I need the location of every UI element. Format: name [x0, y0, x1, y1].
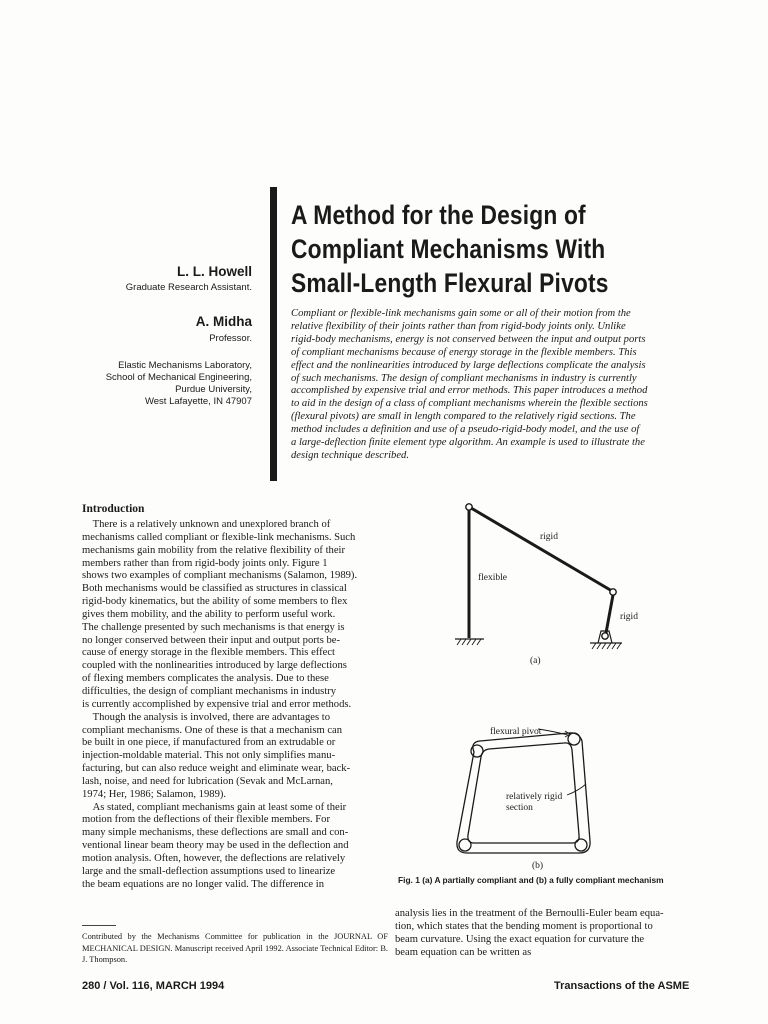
abstract-line: of compliant mechanisms because of energy storage in the flexible members. This: [291, 346, 637, 358]
title-line: Small-Length Flexural Pivots: [291, 268, 609, 298]
flexural-pivot: [575, 839, 587, 851]
text-line: The challenge presented by such mechanisms is that energy is: [82, 621, 345, 633]
text-line: mechanisms called compliant or flexible-link mechanisms. Such: [82, 531, 356, 543]
abstract-line: effect and the nonlinearities introduced by large deflections complicate the analysis: [291, 359, 646, 371]
text-line: motion analysis. Often, however, the deflections are relatively: [82, 852, 346, 864]
text-line: Both mechanisms would be classified as structures in classical: [82, 583, 347, 595]
right-column: [395, 908, 698, 959]
text-line: difficulties, the design of compliant mechanisms in industry: [82, 685, 337, 697]
affiliation-line: West Lafayette, IN 47907: [144, 396, 252, 407]
ground-pin: [602, 633, 608, 639]
text-line: gives them mobility, and the ability to perform useful work.: [82, 608, 336, 620]
text-line: no longer conserved between their input and output ports be-: [82, 634, 341, 646]
text-line: 1974; Her, 1986; Salamon, 1989).: [82, 788, 227, 800]
label-rigid-right: rigid: [620, 612, 638, 622]
author-name: L. L. Howell: [176, 264, 252, 279]
figure-1b: [457, 729, 590, 853]
author-name: A. Midha: [195, 314, 252, 329]
abstract-line: accomplished by expensive trial and error methods. This paper introduces a method: [291, 385, 648, 397]
abstract-line: method includes a definition and use of a pseudo-rigid-body model, and the use of: [291, 424, 640, 436]
pin-joint: [610, 589, 616, 595]
abstract-line: (flexural pivots) are small in length compared to the relatively rigid sections. The: [291, 411, 636, 423]
text-line: cause of energy storage in the flexible members. This effect: [82, 647, 335, 659]
text-line: is currently accomplished by expensive trial and error methods.: [82, 698, 352, 710]
left-column: [82, 519, 388, 891]
abstract: [291, 308, 703, 463]
text-line: injection-moldable material. This not only simplifies manu-: [82, 750, 336, 762]
author-role: Graduate Research Assistant.: [125, 282, 252, 293]
text-line: There is a relatively unknown and unexplored branch of: [82, 519, 331, 530]
rigid-rocker: [606, 595, 613, 633]
flexural-pivot: [568, 733, 580, 745]
figure-caption: Fig. 1 (a) A partially compliant and (b) a fully compliant mechanism: [398, 875, 664, 885]
label-a: (a): [530, 656, 541, 666]
abstract-line: of such mechanisms. The design of compliant mechanisms in industry is currently: [291, 372, 637, 384]
abstract-line: a large-deflection finite element type algorithm. An example is used to illustrate the: [291, 437, 645, 449]
text-line: compliant mechanisms. One of these is that a mechanism can: [82, 724, 343, 736]
text-line: of flexing members complicates the analysis. Due to these: [82, 673, 329, 685]
author-role: Professor.: [209, 333, 252, 344]
abstract-line: relative flexibility of their joints rather than from rigid-body joints only. Unlike: [291, 320, 626, 332]
label-flexible: flexible: [478, 573, 508, 583]
text-line: beam equation can be written as: [395, 946, 532, 958]
page-footer-right: Transactions of the ASME: [554, 980, 690, 992]
text-line: motion from the deflections of their flexible members. For: [82, 814, 331, 826]
footnote: Contributed by the Mechanisms Committee for publication in the JOURNAL OF MECHANICAL DESIGN. Manuscript received April 1992. Associate Technical Editor: B. J. Thompson.: [82, 932, 388, 964]
text-line: beam curvature. Using the exact equation for curvature the: [395, 933, 645, 945]
text-line: facturing, but can also reduce weight and eliminate wear, back-: [82, 763, 351, 775]
label-b: (b): [532, 861, 544, 871]
label-rigid-top: rigid: [540, 532, 558, 542]
text-line: analysis lies in the treatment of the Bernoulli-Euler beam equa-: [395, 908, 664, 919]
text-line: ventional linear beam theory may be used in the deflection and: [82, 840, 349, 852]
text-line: Though the analysis is involved, there are advantages to: [82, 711, 331, 723]
text-line: As stated, compliant mechanisms gain at least some of their: [82, 801, 347, 813]
abstract-line: rigid-body mechanisms, energy is not conserved between the input and output ports: [291, 333, 646, 345]
flexural-pivot: [471, 745, 483, 757]
title-line: A Method for the Design of: [291, 200, 586, 230]
ground-hatch: [457, 639, 481, 645]
text-line: shows two examples of compliant mechanisms (Salamon, 1989).: [82, 570, 358, 582]
text-line: be built in one piece, if manufactured from an extrudable or: [82, 737, 336, 749]
ground-hatch: [592, 643, 621, 649]
abstract-line: design technique described.: [291, 449, 409, 461]
affiliation-line: Purdue University,: [175, 384, 252, 395]
text-line: members rather than from rigid-body joints only. Figure 1: [82, 557, 328, 569]
page-footer-left: 280 / Vol. 116, MARCH 1994: [82, 980, 225, 992]
affiliation-line: Elastic Mechanisms Laboratory,: [118, 360, 252, 371]
text-line: the beam equations are no longer valid. The difference in: [82, 878, 324, 890]
label-section: section: [506, 803, 533, 813]
label-flexural-pivot: flexural pivot: [490, 727, 542, 737]
text-line: rigid-body kinematics, but the ability of some members to flex: [82, 596, 348, 608]
leader-line: [567, 784, 586, 795]
title-rule: [270, 187, 277, 481]
text-line: large and the small-deflection assumptions used to linearize: [82, 865, 336, 877]
abstract-line: to aid in the design of a class of compliant mechanisms wherein the flexible sections: [291, 398, 648, 410]
abstract-line: Compliant or flexible-link mechanisms gain some or all of their motion from the: [291, 308, 631, 319]
footnote-rule: [82, 925, 116, 926]
text-line: many simple mechanisms, these deflections are small and con-: [82, 827, 349, 839]
affiliation-line: School of Mechanical Engineering,: [105, 372, 252, 383]
paper-title: [291, 198, 669, 300]
affiliation: [12, 360, 252, 408]
text-line: tion, which states that the bending moment is proportional to: [395, 920, 653, 932]
figure-1: [440, 495, 730, 885]
section-heading: Introduction: [82, 503, 145, 515]
text-line: lash, noise, and need for lubrication (Sevak and McLarnan,: [82, 775, 333, 787]
title-line: Compliant Mechanisms With: [291, 234, 606, 264]
flexural-pivot: [459, 839, 471, 851]
text-line: coupled with the nonlinearities introduced by large deflections: [82, 660, 347, 672]
label-relatively-rigid: relatively rigid: [506, 792, 563, 802]
text-line: mechanisms gain mobility from the relative flexibility of their: [82, 544, 346, 556]
